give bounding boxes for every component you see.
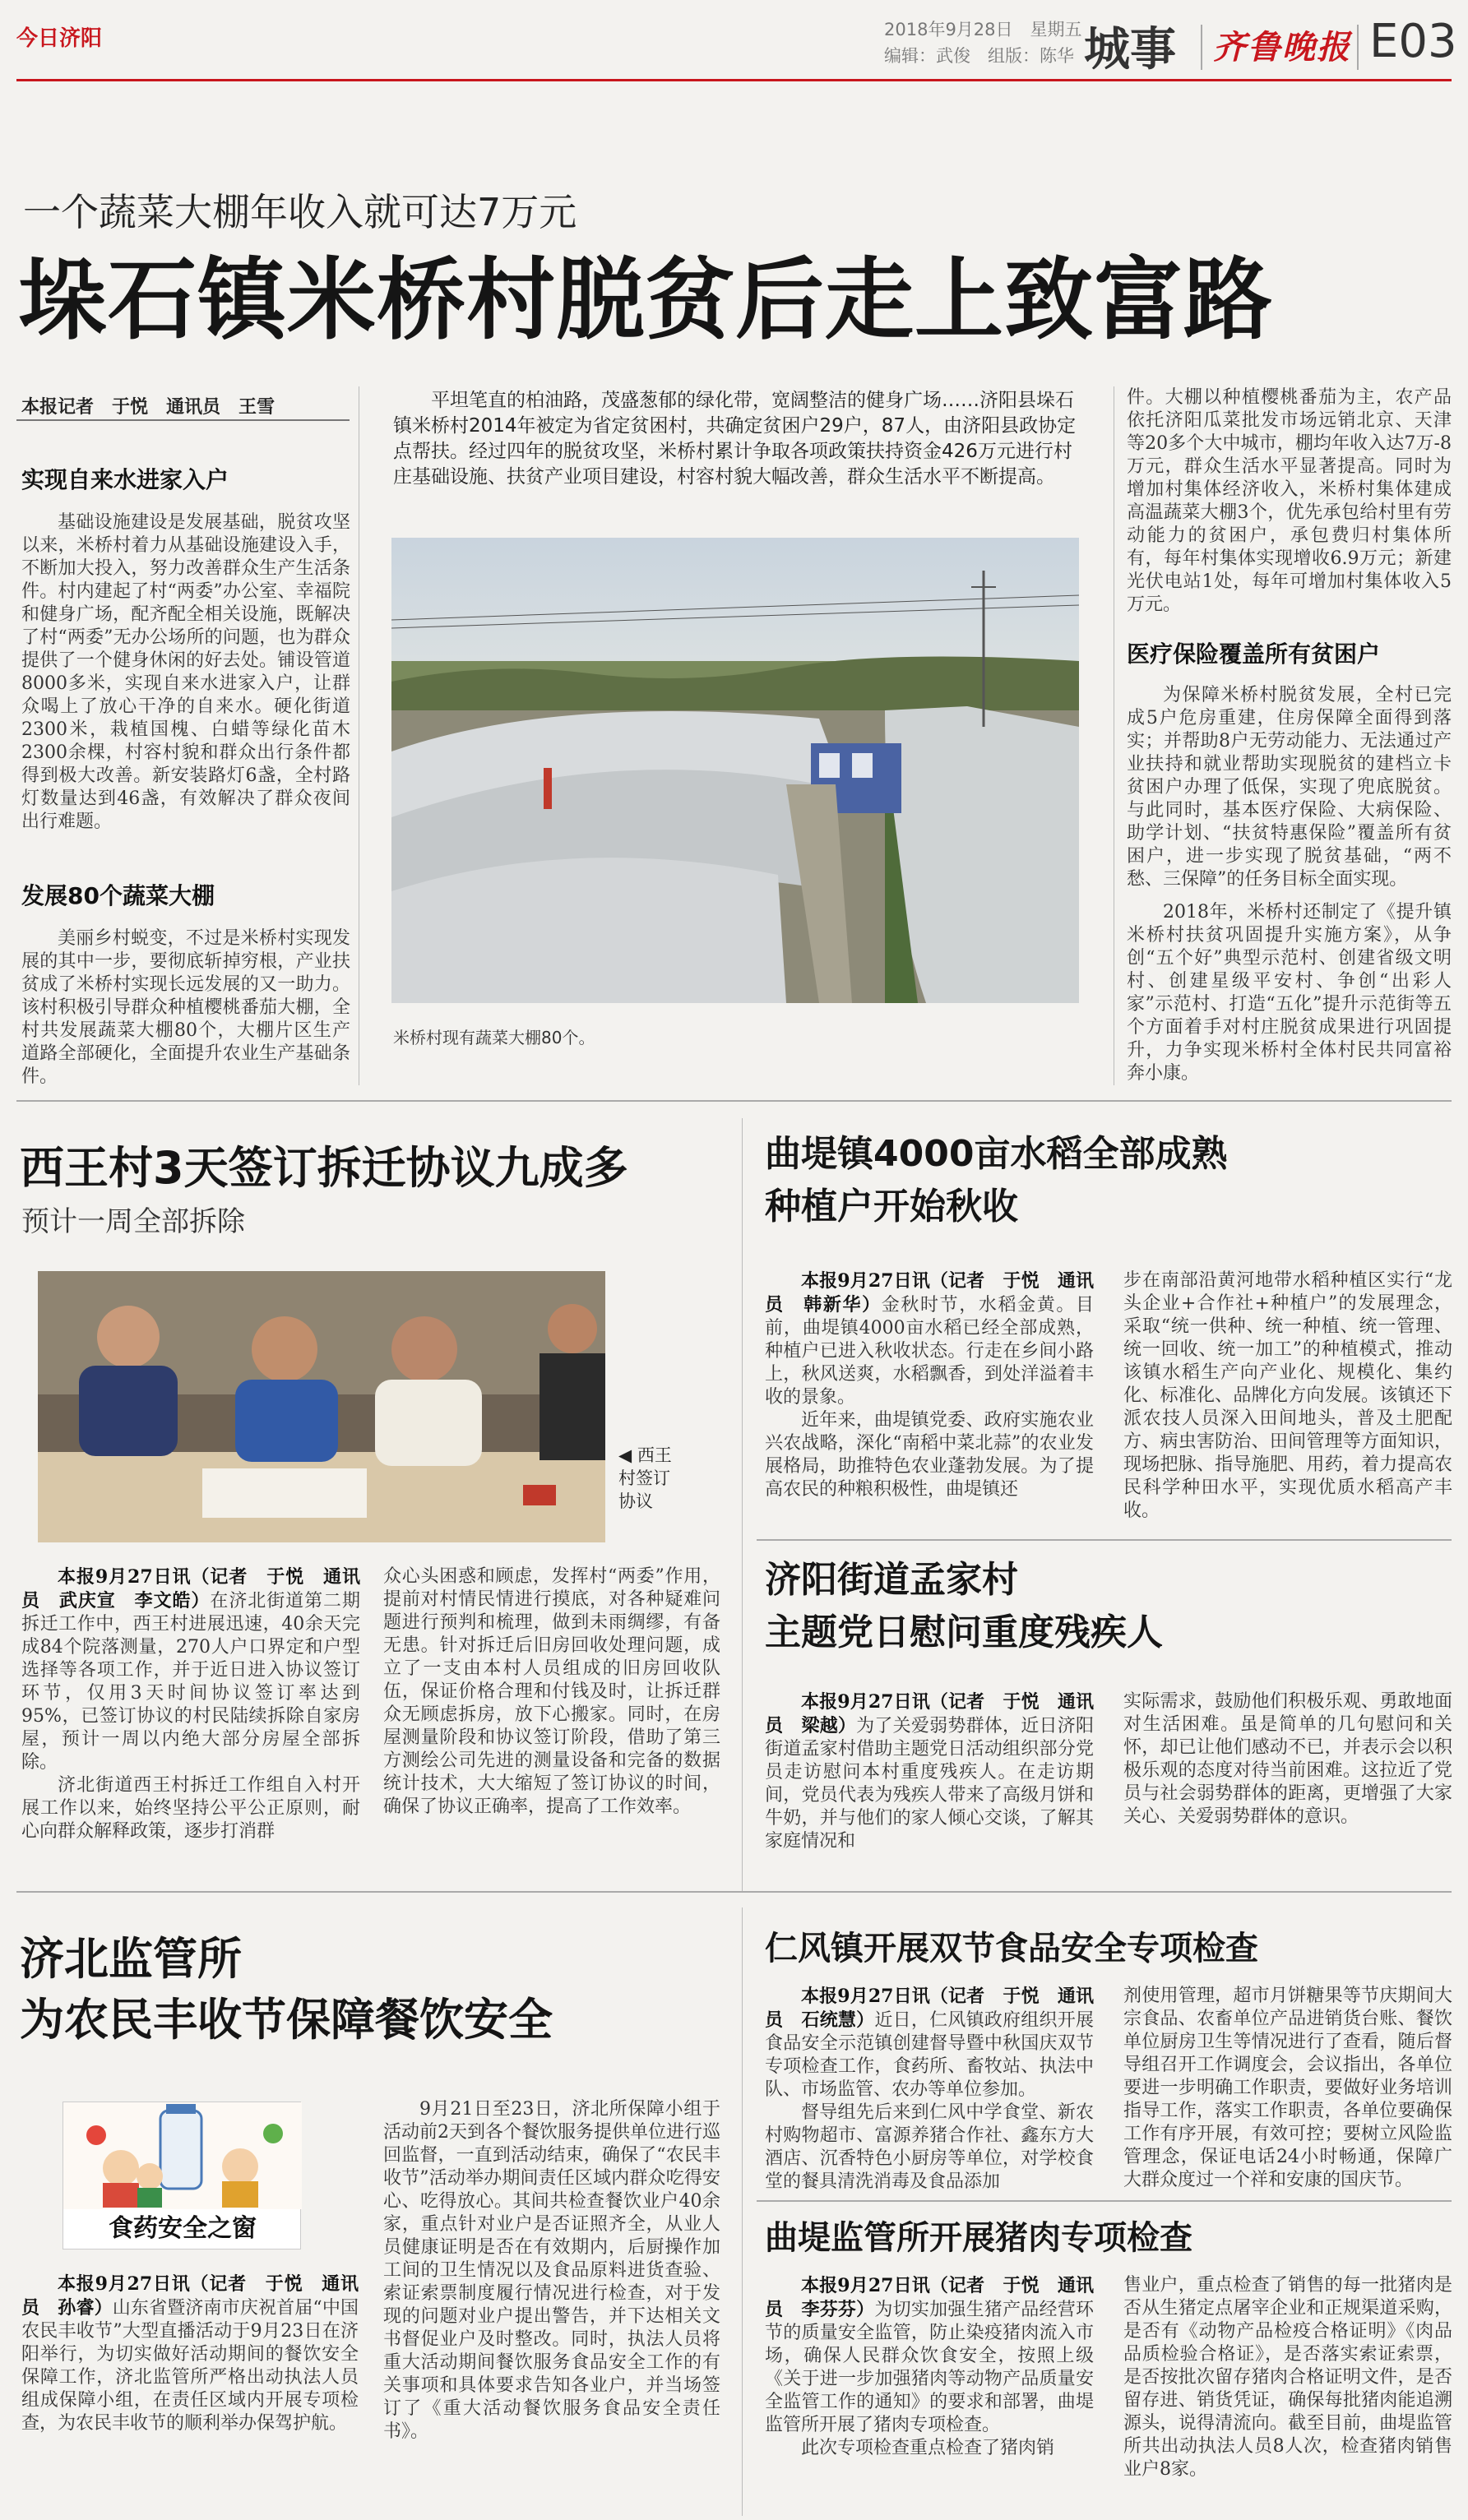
jibei-byline: 本报9月27日讯（记者 于悦 通讯员 孙睿） (21, 2273, 359, 2319)
rice-title-line1: 曲堤镇4000亩水稻全部成熟 (765, 1133, 1228, 1175)
mengjia-title-line2: 主题党日慰问重度残疾人 (765, 1611, 1163, 1653)
byline-rule (16, 419, 350, 421)
section-divider (16, 1891, 1452, 1893)
pork-title: 曲堤监管所开展猪肉专项检查 (765, 2219, 1192, 2257)
paragraph: 剂使用管理，超市月饼糖果等节庆期间大宗食品、农畜单位产品进销货台账、餐饮单位厨房卫生等情况进行了查看，随后督导组召开工作调度会，会议指出，各单位要进一步明确工作职责，要做好业务培训指导工作，落实工作职责，各单位要确保工作有序开展，有效可控；要树立风险监管理念，保证电话24小时畅通，保障广大群众度过一个祥和安康的国庆节。 (1123, 1986, 1452, 2190)
lead-body-4 (1127, 684, 1452, 899)
pork-byline: 本报9月27日讯（记者 于悦 通讯员 李芬芬） (765, 2275, 1094, 2320)
xiwang-photo (38, 1271, 605, 1542)
section-divider (757, 1539, 1452, 1541)
paragraph: 9月21日至23日，济北所保障小组于活动前2天到各个餐饮服务提供单位进行巡回监督，一直到活动结束，确保了“农民丰收节”活动举办期间责任区域内群众吃得安心、吃得放心。其间共检查餐饮业户40余家，重点针对业户是否证照齐全，从业人员健康证明是否在有效期内，后厨操作加工间的卫生情况以及食品原料进货查验、索证索票制度履行情况进行检查，对于发现的问题对业户提出警告，并下达相关文书督促业户及时整改。同时，执法人员将重大活动期间餐饮服务食品安全工作的有关事项和具体要求告知各业户，并当场签订了《重大活动餐饮服务食品安全责任书》。 (383, 2099, 720, 2442)
paragraph (765, 1985, 1094, 2102)
xiwang-body-a-text: 在济北街道第二期拆迁工作中，西王村进展迅速，40余天完成84个院落测量，270人户口界定和户型选择等各项工作，并于近日进入协议签订环节，仅用3天时间协议签订率达到95%，已签订协议的村民陆续拆除自家房屋，预计一周以内绝大部分房屋全部拆除。 (21, 1591, 360, 1773)
pork-body-a (765, 2274, 1094, 2513)
xiwang-body-a (21, 1565, 360, 1845)
paragraph (21, 1565, 360, 1774)
paragraph: 售业户，重点检查了销售的每一批猪肉是否从生猪定点屠宰企业和正规渠道采购，是否有《动物产品检疫合格证明》《肉品品质检验合格证》，是否落实索证索票，是否按批次留存猪肉合格证明文件，是否留存进、销货凭证，确保每批猪肉能追溯源头，说得清流向。截至目前，曲堤监管所共出动执法人员8人次，检查猪肉销售业户8家。 (1123, 2275, 1452, 2480)
page-category: 城事 (1084, 22, 1176, 76)
paragraph (21, 2273, 359, 2435)
mengjia-body-a (765, 1690, 1094, 1880)
jibei-title-line1: 济北监管所 (20, 1933, 242, 1985)
rice-title-line2: 种植户开始秋收 (765, 1186, 1018, 1228)
xiwang-photo-art (38, 1271, 605, 1542)
paragraph (765, 1690, 1094, 1853)
renfeng-title: 仁风镇开展双节食品安全专项检查 (765, 1930, 1258, 1967)
renfeng-byline: 本报9月27日讯（记者 于悦 通讯员 石统慧） (765, 1986, 1094, 2031)
xiwang-subtitle: 预计一周全部拆除 (21, 1205, 245, 1238)
lead-subhead-greenhouse: 发展80个蔬菜大棚 (21, 882, 215, 909)
lead-body-2 (21, 927, 350, 1092)
column-rule (742, 1907, 743, 2516)
mengjia-title-line1: 济阳街道孟家村 (765, 1559, 1018, 1601)
rice-byline: 本报9月27日讯（记者 于悦 通讯员 韩新华） (765, 1270, 1094, 1315)
paragraph: 实际需求，鼓励他们积极乐观、勇敢地面对生活困难。虽是简单的几句慰问和关怀，却已让他们感动不已，并表示会以积极乐观的态度对待当前困难。这拉近了党员与社会弱势群体的距离，更增强了大家关心、关爱弱势群体的意识。 (1123, 1691, 1452, 1827)
paragraph: 近年来，曲堤镇党委、政府实施农业兴农战略，深化“南稻中菜北蒜”的农业发展格局，助推特色农业蓬勃发展。为了提高农民的种粮积极性，曲堤镇还 (765, 1410, 1094, 1500)
issue-info (884, 16, 1082, 69)
xiwang-title: 西王村3天签订拆迁协议九成多 (20, 1142, 628, 1194)
page-number: E03 (1369, 15, 1457, 68)
lead-body-1 (21, 511, 350, 857)
header-divider (1357, 25, 1359, 70)
section-divider (757, 2200, 1452, 2202)
jibei-body-a-text: 山东省暨济南市庆祝首届“中国农民丰收节”大型直播活动于9月23日在济阳举行，为切实做好活动期间的餐饮安全保障工作，济北监管所严格出动执法人员组成保障小组，在责任区域内开展专项检查，为农民丰收节的顺利举办保驾护航。 (21, 2298, 359, 2434)
xiwang-caption: ◀ 西王村签订协议 (618, 1445, 672, 1511)
paragraph: 此次专项检查重点检查了猪肉销 (801, 2438, 1055, 2458)
paragraph: 基础设施建设是发展基础，脱贫攻坚以来，米桥村着力从基础设施建设入手，不断加大投入，努力改善群众生产生活条件。村内建起了村“两委”办公室、幸福院和健身广场，配齐配全相关设施，既解决了村“两委”无办公场所的问题，也为群众提供了一个健身休闲的好去处。铺设管道8000多米，实现自来水进家入户，让群众喝上了放心干净的自来水。硬化街道2300米，栽植国槐、白蜡等绿化苗木2300余棵，村容村貌和群众出行条件都得到极大改善。新安装路灯6盏，全村路灯数量达到46盏，有效解决了群众夜间出行难题。 (21, 512, 350, 832)
column-rule (742, 1118, 743, 1891)
lead-subhead-water: 实现自来水进家入户 (21, 466, 229, 493)
mengjia-byline: 本报9月27日讯（记者 于悦 通讯员 梁越） (765, 1691, 1094, 1736)
mengjia-body-a-text: 为了关爱弱势群体，近日济阳街道孟家村借助主题党日活动组织部分党员走访慰问本村重度残疾人。在走访期间，党员代表为残疾人带来了高级月饼和牛奶，并与他们的家人倾心交谈，了解其家庭情况和 (765, 1716, 1094, 1852)
paragraph: 步在南部沿黄河地带水稻种植区实行“龙头企业+合作社+种植户”的发展理念，采取“统一供种、统一种植、统一管理、统一回收、统一加工”的种植模式，推动该镇水稻生产向产业化、规模化、集约化、标准化、品牌化方向发展。该镇还下派农技人员深入田间地头，普及土肥配方、病虫害防治、田间管理等方面知识，现场把脉、指导施肥、用药，着力提高农民科学种田水平，实现优质水稻高产丰收。 (1123, 1270, 1452, 1521)
greenhouse-photo (391, 538, 1079, 1003)
food-safety-logo-text: 食药安全之窗 (109, 2214, 257, 2243)
xiwang-body-b (383, 1565, 720, 1845)
lead-kicker: 一个蔬菜大棚年收入就可达7万元 (23, 190, 577, 234)
issue-editors: 编辑：武俊 组版：陈华 (884, 46, 1074, 66)
section-label: 今日济阳 (16, 26, 103, 51)
rice-body-b (1123, 1269, 1452, 1549)
renfeng-body-b (1123, 1985, 1452, 2195)
xiwang-byline: 本报9月27日讯（记者 于悦 通讯员 武庆宣 李文皓） (21, 1566, 360, 1611)
section-divider (16, 1100, 1452, 1102)
paragraph (765, 2274, 1094, 2437)
mengjia-body-b (1123, 1690, 1452, 1880)
pork-body-b (1123, 2274, 1452, 2513)
header-divider (1201, 25, 1202, 70)
issue-date: 2018年9月28日 星期五 (884, 20, 1082, 39)
paragraph: 济北街道西王村拆迁工作组自入村开展工作以来，始终坚持公平公正原则，耐心向群众解释政策，逐步打消群 (21, 1775, 360, 1842)
lead-body-3 (1127, 386, 1452, 625)
paragraph: 为保障米桥村脱贫发展，全村已完成5户危房重建，住房保障全面得到落实；并帮助8户无劳动能力、无法通过产业扶持和就业帮助实现脱贫的建档立卡贫困户办理了低保，实现了兜底脱贫。与此同时，基本医疗保险、大病保险、助学计划、“扶贫特惠保险”覆盖所有贫困户，进一步实现了脱贫基础，“两不愁、三保障”的任务目标全面实现。 (1127, 685, 1452, 890)
paragraph: 2018年，米桥村还制定了《提升镇米桥村扶贫巩固提升实施方案》，从争创“五个好”典型示范村、创建省级文明村、创建星级平安村、争创“出彩人家”示范村、打造“五化”提升示范街等五个方面着手对村庄脱贫成果进行巩固提升，力争实现米桥村全体村民共同富裕奔小康。 (1127, 902, 1452, 1084)
lead-subhead-medical: 医疗保险覆盖所有贫困户 (1127, 640, 1381, 668)
greenhouse-caption: 米桥村现有蔬菜大棚80个。 (393, 1028, 595, 1047)
paragraph: 美丽乡村蜕变，不过是米桥村实现发展的其中一步，要彻底斩掉穷根，产业扶贫成了米桥村实现长远发展的又一助力。该村积极引导群众种植樱桃番茄大棚，全村共发展蔬菜大棚80个，大棚片区生产道路全部硬化，全面提升农业生产基础条件。 (21, 928, 350, 1087)
paragraph: 平坦笔直的柏油路，茂盛葱郁的绿化带，宽阔整洁的健身广场……济阳县垛石镇米桥村2014年被定为省定贫困村，共确定贫困户29户，87人，由济阳县政协定点帮扶。经过四年的脱贫攻坚，米桥村累计争取各项政策扶持资金426万元进行村庄基础设施、扶贫产业项目建设，村容村貌大幅改善，群众生活水平不断提高。 (393, 390, 1077, 488)
header-rule (16, 79, 1452, 81)
pork-body-a-text: 为切实加强生猪产品经营环节的质量安全监管，防止染疫猪肉流入市场，确保人民群众饮食安全，按照上级《关于进一步加强猪肉等动物产品质量安全监管工作的通知》的要求和部署，曲堤监管所开展了猪肉专项检查。 (765, 2300, 1094, 2435)
food-safety-logo (63, 2102, 301, 2250)
renfeng-body-a (765, 1985, 1094, 2195)
rice-body-a-text: 金秋时节，水稻金黄。目前，曲堤镇4000亩水稻已经全部成熟，种植户已进入秋收状态。行走在乡间小路上，秋风送爽，水稻飘香，到处洋溢着丰收的景象。 (765, 1295, 1094, 1408)
paragraph (765, 1269, 1094, 1409)
renfeng-body-a-text: 近日，仁风镇政府组织开展食品安全示范镇创建督导暨中秋国庆双节专项检查工作，食药所、畜牧站、执法中队、市场监管、农办等单位参加。 (765, 2010, 1094, 2100)
lead-byline: 本报记者 于悦 通讯员 王雪 (21, 397, 276, 418)
jibei-body-a (21, 2273, 359, 2511)
jibei-title-line2: 为农民丰收节保障餐饮安全 (20, 1994, 553, 2046)
rice-body-a (765, 1269, 1094, 1549)
greenhouse-photo-art (391, 538, 1079, 1003)
paragraph: 众心头困惑和顾虑，发挥村“两委”作用，提前对村情民情进行摸底，对各种疑难问题进行预判和梳理，做到未雨绸缪，有备无患。针对拆迁后旧房回收处理问题，成立了一支由本村人员组成的旧房回收队伍，保证价格合理和付钱及时，让拆迁群众无顾虑拆房，放下心搬家。同时，在房屋测量阶段和协议签订阶段，借助了第三方测绘公司先进的测量设备和完备的数据统计技术，大大缩短了签订协议的时间，确保了协议正确率，提高了工作效率。 (383, 1566, 720, 1817)
lead-body-5 (1127, 901, 1452, 1085)
food-safety-illustration (63, 2102, 302, 2209)
lead-intro (393, 388, 1084, 495)
lead-title: 垛石镇米桥村脱贫后走上致富路 (18, 249, 1274, 352)
jibei-body-b (383, 2098, 720, 2509)
paragraph: 件。大棚以种植樱桃番茄为主，农产品依托济阳瓜菜批发市场远销北京、天津等20多个大中城市，棚均年收入达7万-8万元，群众生活水平显著提高。同时为增加村集体经济收入，米桥村集体建成高温蔬菜大棚3个，优先承包给村里有劳动能力的贫困户，承包费归村集体所有，每年村集体实现增收6.9万元；新建光伏电站1处，每年可增加村集体收入5万元。 (1127, 387, 1452, 615)
newspaper-logo: 齐鲁晚报 (1213, 28, 1351, 67)
paragraph: 督导组先后来到仁风中学食堂、新农村购物超市、富源养猪合作社、鑫东方大酒店、沉香特色小厨房等单位，对学校食堂的餐具清洗消毒及食品添加 (765, 2102, 1094, 2192)
